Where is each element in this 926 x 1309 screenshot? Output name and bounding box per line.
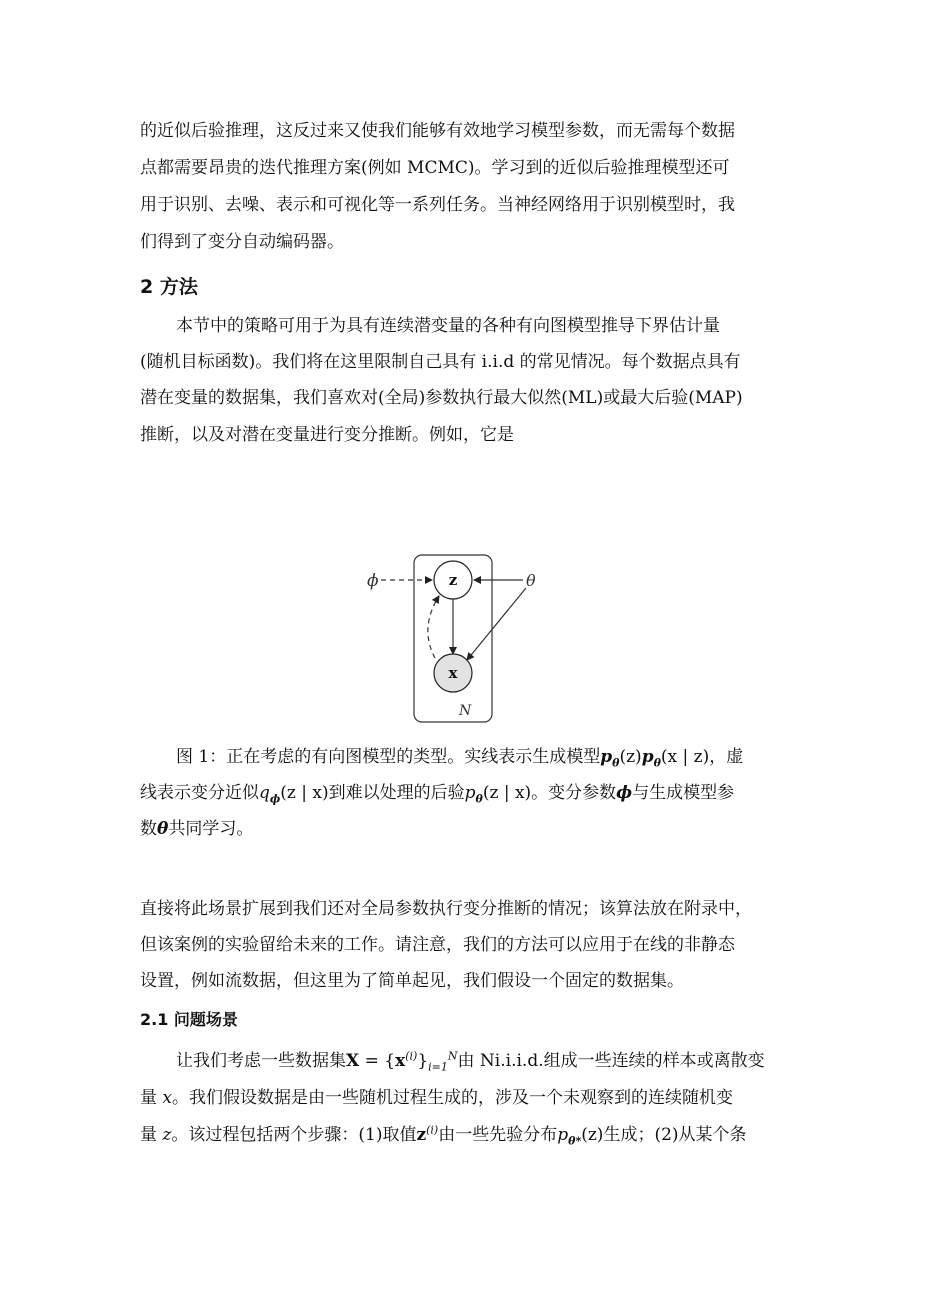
math-var-x: x <box>162 1088 172 1108</box>
para2-line-1: 直接将此场景扩展到我们还对全局参数执行变分推断的情况；该算法放在附录中， <box>140 899 752 919</box>
intro-line-2: 点都需要昂贵的迭代推理方案(例如 MCMC)。学习到的近似后验推理模型还可 <box>140 158 730 178</box>
caption-z-given-x: (z | x) <box>280 783 329 803</box>
math-x: x <box>395 1051 406 1071</box>
caption-theta-sub: θ <box>612 756 620 770</box>
math-z-arg: (z) <box>581 1125 604 1145</box>
text-run: 。我们假设数据是由一些随机过程生成的，涉及一个未观察到的连续随机变 <box>172 1088 733 1108</box>
caption-line-2 <box>140 782 734 804</box>
math-sup-i: (i) <box>405 1049 418 1063</box>
caption-text: 线表示变分近似 <box>140 783 259 803</box>
math-theta-star: θ* <box>568 1134 582 1148</box>
caption-p: p <box>464 783 476 803</box>
caption-theta-sub: θ <box>653 756 661 770</box>
section-2-line-2: (随机目标函数)。我们将在这里限制自己具有 i.i.d 的常见情况。每个数据点具有 <box>140 352 741 372</box>
caption-x-given-z: (x | z) <box>660 747 710 767</box>
caption-text: ，虚 <box>709 747 744 767</box>
math-p: p <box>557 1125 569 1145</box>
text-run: 由一些先验分布 <box>438 1125 558 1145</box>
caption-p: p <box>600 747 613 767</box>
caption-text: 图 1：正在考虑的有向图模型的类型。实线表示生成模型 <box>176 747 601 767</box>
text-run: 由 Ni.i.i.d.组成一些连续的样本或离散变 <box>457 1051 765 1071</box>
math-close: } <box>417 1051 429 1071</box>
caption-line-3 <box>140 818 253 840</box>
caption-text: 数 <box>140 819 157 839</box>
intro-line-1: 的近似后验推理，这反过来又使我们能够有效地学习模型参数，而无需每个数据 <box>140 121 735 141</box>
caption-p: p <box>641 747 654 767</box>
math-eq: = { <box>359 1051 396 1071</box>
section-2-1-line-1 <box>176 1050 765 1072</box>
caption-text: 到难以处理的后验 <box>328 783 465 803</box>
x-node-label: x <box>448 664 458 682</box>
math-z: z <box>416 1125 427 1145</box>
math-var-z: z <box>162 1125 172 1145</box>
para2-line-2: 但该案例的实验留给未来的工作。请注意，我们的方法可以应用于在线的非静态 <box>140 935 735 955</box>
theta-to-x-arrow <box>467 588 526 660</box>
caption-theta: θ <box>157 819 169 839</box>
caption-text: 与生成模型参 <box>632 783 735 803</box>
caption-text: 共同学习。 <box>168 819 254 839</box>
text-run: 。该过程包括两个步骤：(1)取值 <box>171 1125 417 1145</box>
math-sub-range: i=1 <box>428 1060 448 1074</box>
intro-line-4: 们得到了变分自动编码器。 <box>140 232 344 252</box>
section-2-heading: 2 方法 <box>140 276 198 298</box>
math-X: X <box>346 1051 360 1071</box>
caption-line-1 <box>176 746 743 768</box>
x-to-z-dashed-arrow <box>428 596 439 658</box>
phi-label: ϕ <box>367 571 379 591</box>
z-node-label: z <box>448 571 458 589</box>
math-sup-i: (i) <box>426 1123 439 1137</box>
section-2-1-line-3 <box>140 1124 747 1146</box>
caption-z-arg: (z) <box>619 747 642 767</box>
text-run: 量 <box>140 1088 163 1108</box>
para2-line-3: 设置，例如流数据，但这里为了简单起见，我们假设一个固定的数据集。 <box>140 971 684 991</box>
text-run: 量 <box>140 1125 163 1145</box>
text-run: 让我们考虑一些数据集 <box>176 1051 346 1071</box>
theta-label: θ <box>526 571 536 590</box>
section-2-1-heading: 2.1 问题场景 <box>140 1010 238 1029</box>
text-run: 生成；(2)从某个条 <box>603 1125 747 1145</box>
caption-phi-sub: ϕ <box>269 792 281 806</box>
caption-theta-sub: θ <box>475 792 483 806</box>
caption-text: 。变分参数 <box>531 783 617 803</box>
caption-phi: ϕ <box>616 783 633 803</box>
section-2-1-line-2 <box>140 1087 733 1109</box>
caption-q: q <box>259 783 270 803</box>
math-sup-n: N <box>447 1049 458 1063</box>
section-2-line-3: 潜在变量的数据集，我们喜欢对(全局)参数执行最大似然(ML)或最大后验(MAP) <box>140 388 743 408</box>
plate-label-n: N <box>459 703 472 719</box>
intro-line-3: 用于识别、去噪、表示和可视化等一系列任务。当神经网络用于识别模型时，我 <box>140 195 735 215</box>
section-2-line-4: 推断，以及对潜在变量进行变分推断。例如，它是 <box>140 425 514 445</box>
caption-z-given-x: (z | x) <box>482 783 532 803</box>
graphical-model-figure <box>355 548 555 726</box>
section-2-line-1: 本节中的策略可用于为具有连续潜变量的各种有向图模型推导下界估计量 <box>176 316 720 336</box>
